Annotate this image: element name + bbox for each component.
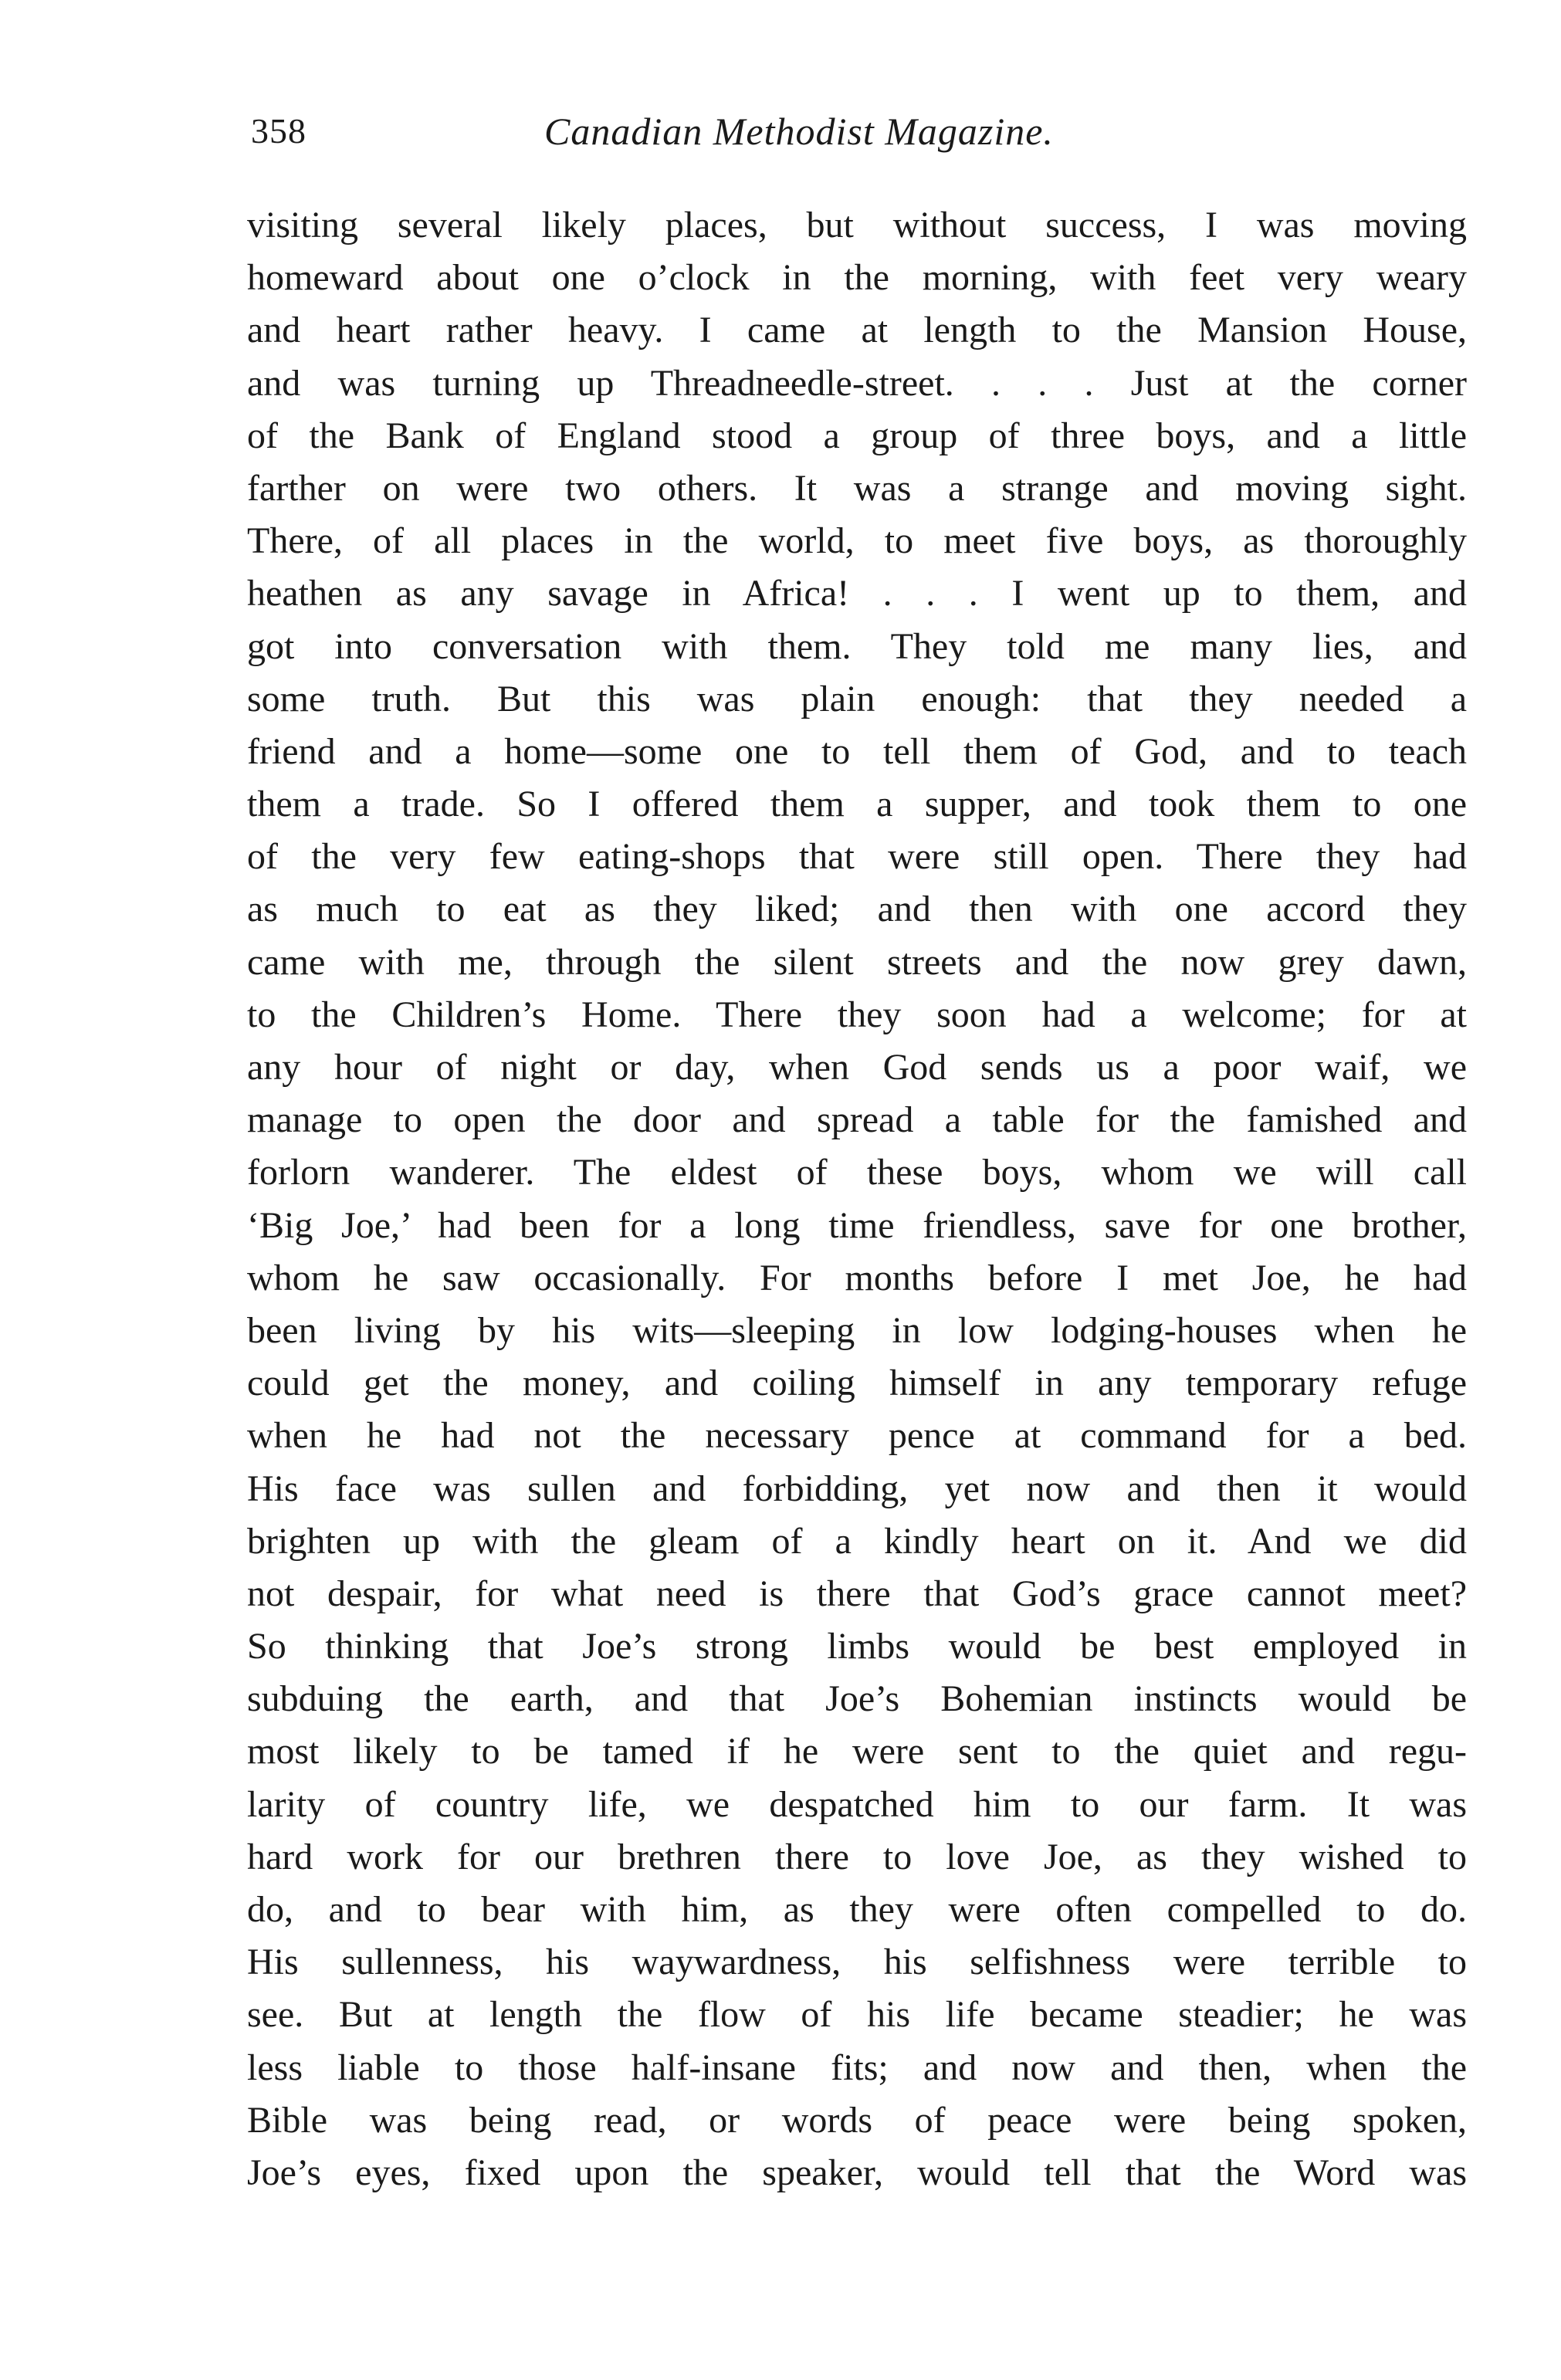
text-line: larity of country life, we despatched him to our farm. It was	[247, 1783, 1467, 1825]
text-line: could get the money, and coiling himself in any temporary refuge	[247, 1363, 1467, 1404]
text-line: not despair, for what need is there that God’s grace cannot meet?	[247, 1573, 1467, 1614]
page-number: 358	[251, 111, 306, 151]
text-line: forlorn wanderer. The eldest of these boys, whom we will call	[247, 1152, 1467, 1193]
text-line: any hour of night or day, when God sends us a poor waif, we	[247, 1047, 1467, 1088]
text-line: whom he saw occasionally. For months before I met Joe, he had	[247, 1257, 1467, 1298]
text-line: There, of all places in the world, to meet five boys, as thoroughly	[247, 520, 1467, 562]
text-line: when he had not the necessary pence at command for a bed.	[247, 1415, 1467, 1457]
text-line: see. But at length the flow of his life became steadier; he was	[247, 1994, 1467, 2036]
text-line: visiting several likely places, but without success, I was moving	[247, 205, 1467, 245]
text-line: been living by his wits—sleeping in low lodging-houses when he	[247, 1309, 1467, 1351]
text-line: as much to eat as they liked; and then with one accord they	[247, 889, 1467, 930]
text-line: of the Bank of England stood a group of three boys, and a little	[247, 415, 1467, 456]
text-line: of the very few eating-shops that were still open. There they had	[247, 836, 1467, 878]
text-line: and was turning up Threadneedle-street. . . . Just at the corner	[247, 362, 1467, 404]
text-line: Joe’s eyes, fixed upon the speaker, would tell that the Word was	[247, 2151, 1467, 2193]
text-line: So thinking that Joe’s strong limbs would be best employed in	[247, 1626, 1467, 1667]
text-line: Bible was being read, or words of peace were being spoken,	[247, 2099, 1467, 2141]
text-line: hard work for our brethren there to love Joe, as they wished to	[247, 1836, 1467, 1877]
running-head	[251, 108, 1471, 170]
text-line: farther on were two others. It was a strange and moving sight.	[247, 467, 1467, 509]
text-line: friend and a home—some one to tell them of God, and to teach	[247, 730, 1467, 772]
text-line: homeward about one o’clock in the morning, with feet very weary	[247, 257, 1467, 299]
text-line: some truth. But this was plain enough: that they needed a	[247, 678, 1467, 719]
text-line: ‘Big Joe,’ had been for a long time friendless, save for one brother,	[247, 1204, 1467, 1246]
text-line: got into conversation with them. They told me many lies, and	[247, 625, 1467, 667]
text-line: came with me, through the silent streets and the now grey dawn,	[247, 941, 1467, 983]
text-line: them a trade. So I offered them a supper, and took them to one	[247, 784, 1467, 825]
text-line: subduing the earth, and that Joe’s Bohemian instincts would be	[247, 1678, 1467, 1720]
text-line: His face was sullen and forbidding, yet now and then it would	[247, 1468, 1467, 1509]
journal-title: Canadian Methodist Magazine.	[544, 110, 1054, 153]
text-line: brighten up with the gleam of a kindly heart on it. And we did	[247, 1520, 1467, 1562]
text-line: most likely to be tamed if he were sent to the quiet and regu-	[247, 1731, 1467, 1772]
text-line: and heart rather heavy. I came at length to the Mansion House,	[247, 310, 1467, 351]
text-line: manage to open the door and spread a table for the famished and	[247, 1099, 1467, 1141]
text-line: His sullenness, his waywardness, his selfishness were terrible to	[247, 1942, 1467, 1983]
text-line: do, and to bear with him, as they were often compelled to do.	[247, 1889, 1467, 1930]
text-line: to the Children’s Home. There they soon had a welcome; for at	[247, 994, 1467, 1035]
body-text	[247, 199, 1467, 2199]
text-line: less liable to those half-insane fits; and now and then, when the	[247, 2047, 1467, 2088]
text-line: heathen as any savage in Africa! . . . I went up to them, and	[247, 573, 1467, 614]
